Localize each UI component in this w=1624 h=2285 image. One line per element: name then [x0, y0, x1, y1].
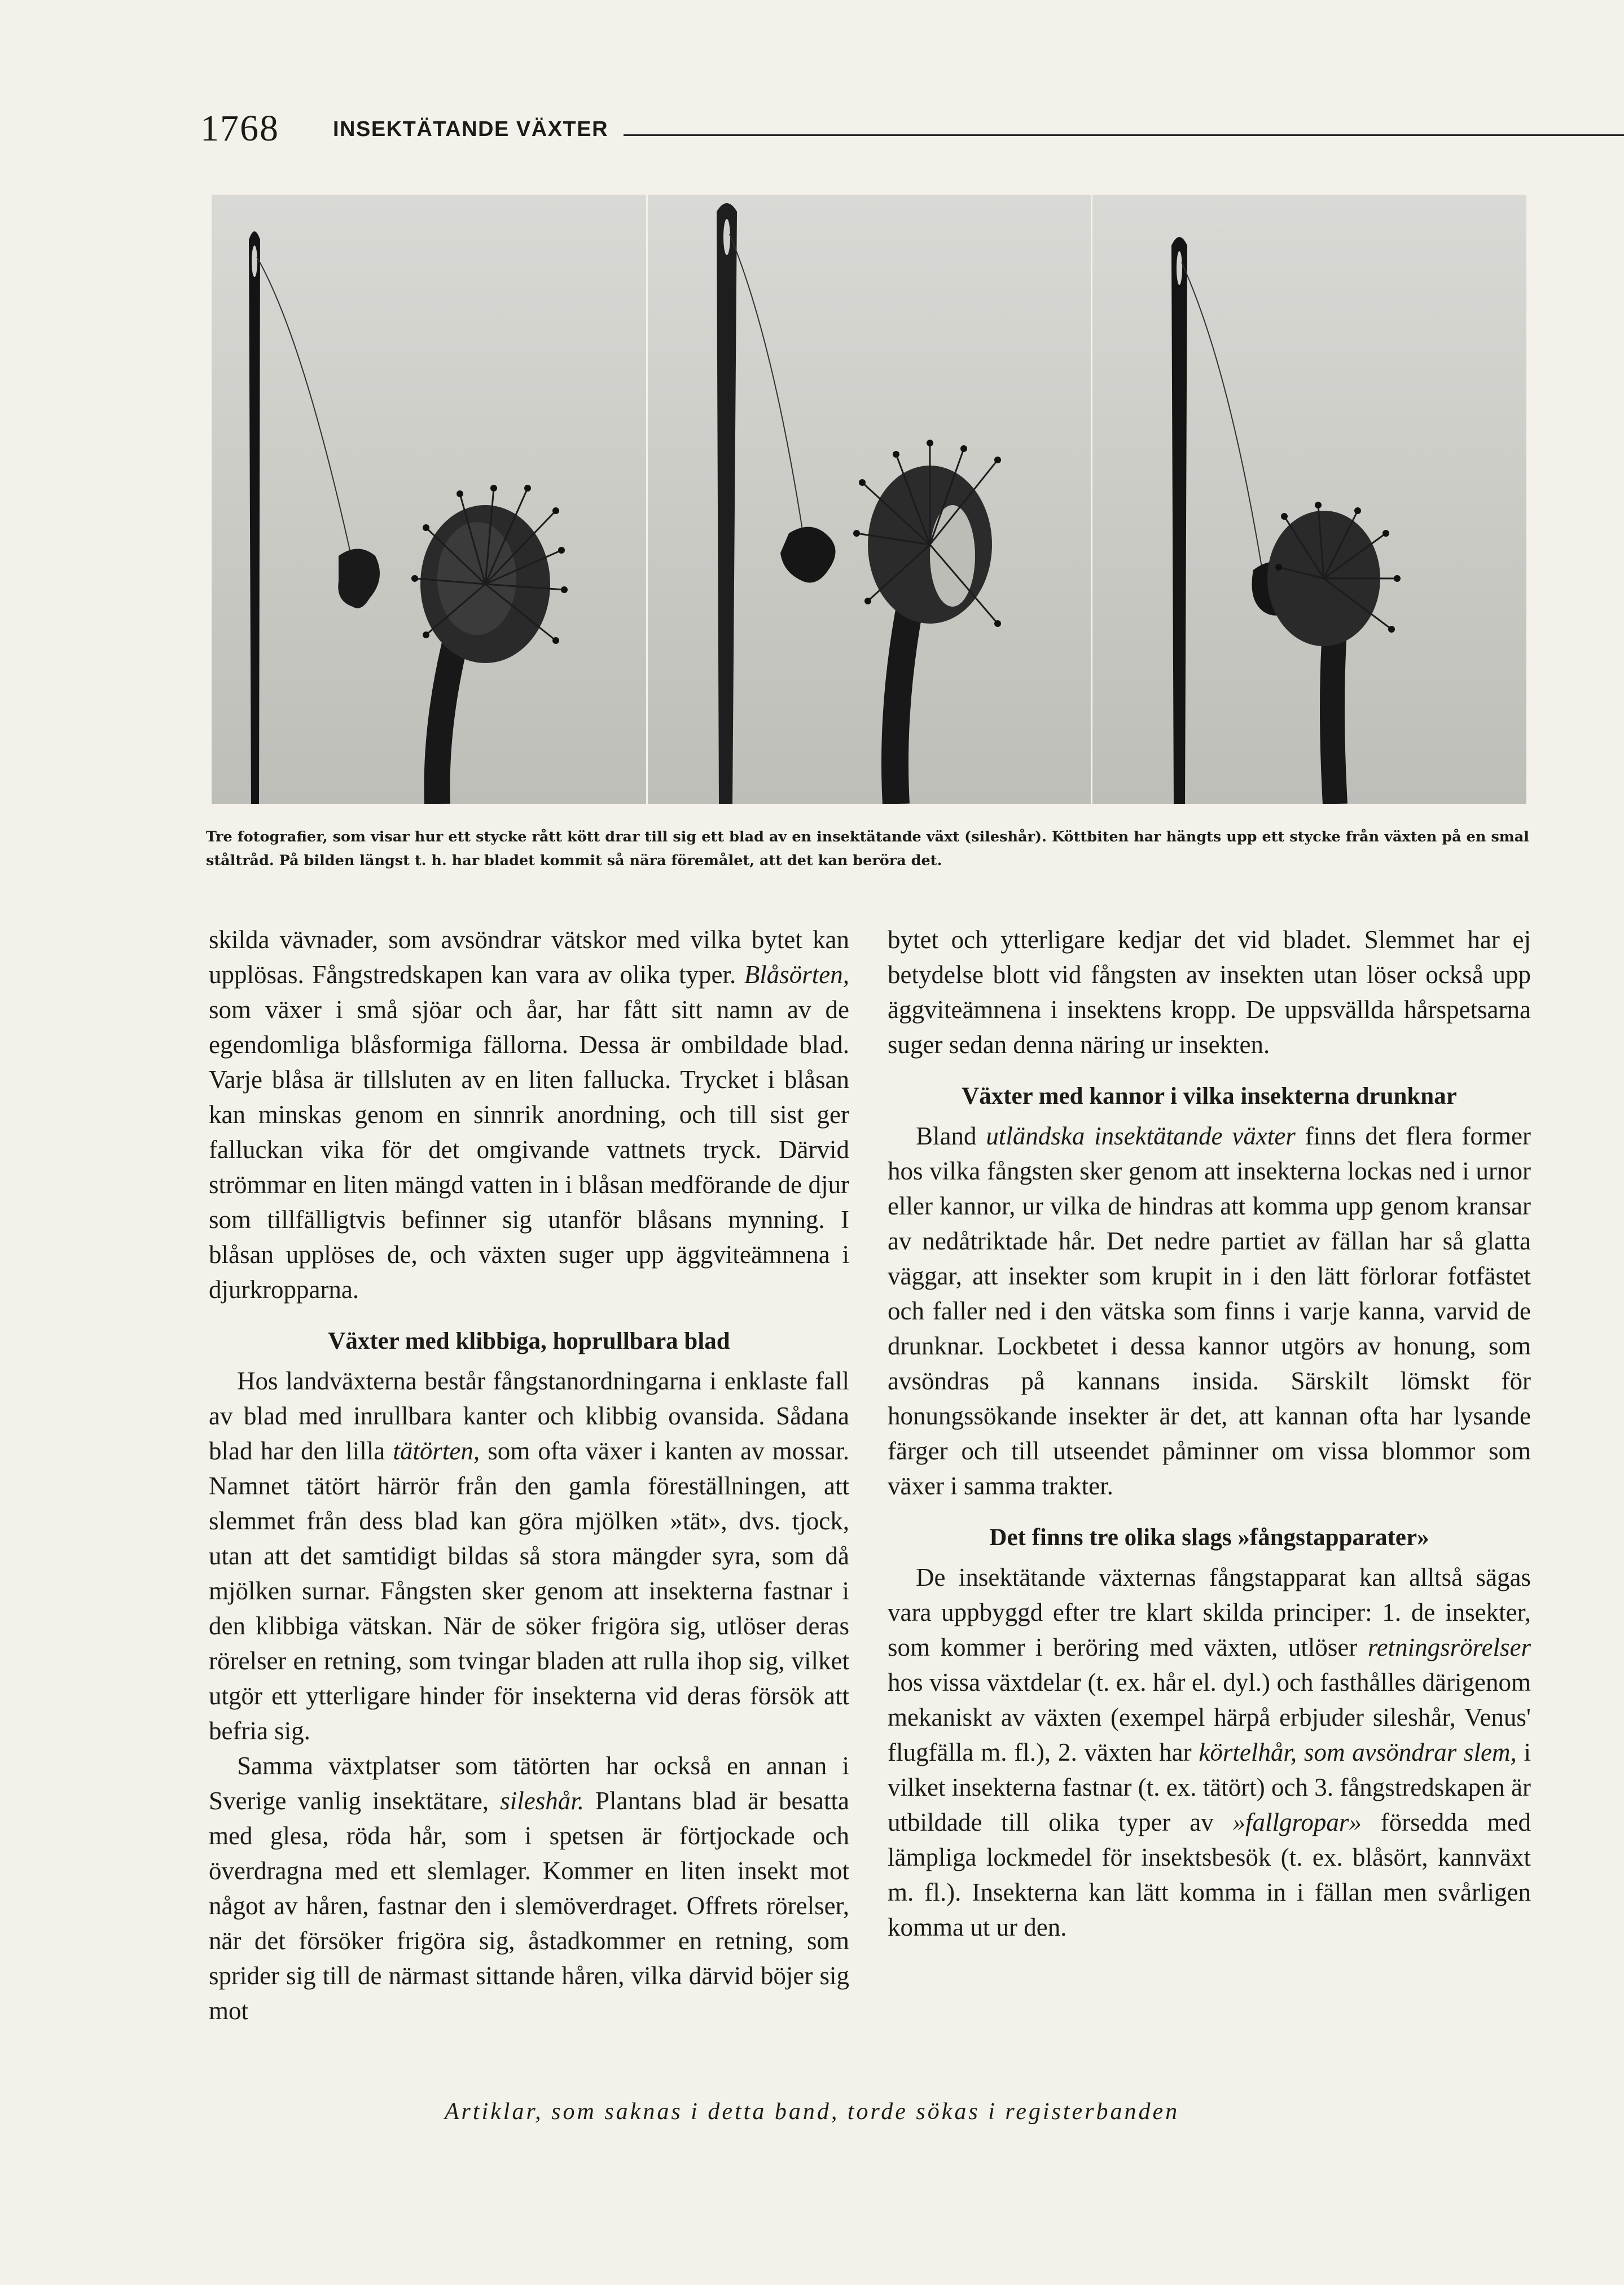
text-run: De insektätande växternas fångstapparat kan alltså sägas vara uppbyggd efter tre klart skilda principer: 1. de insekter, som kommer i beröring med växten, utlöser [888, 1563, 1531, 1661]
text-run: Hos landväxterna består fångstanordningarna i enklaste fall av blad med inrullbara kanter och klibbig ovansida. Sådana blad har den lilla [209, 1367, 849, 1465]
paragraph [888, 1119, 1531, 1503]
italic-term: retningsrörelser [1367, 1633, 1531, 1661]
text-run: som växer i små sjöar och åar, har fått sitt namn av de egendomliga blåsformiga fällorna. Dessa är ombildade blad. Varje blåsa är tillsluten av en liten fallucka. Trycket i blåsan kan minskas genom en sinnrik anordning, och till sist ger falluckan vika för det omgivande vattnets tryck. Därvid strömmar en liten mängd vatten in i blåsan medförande de djur som tillfälligtvis befinner sig utanför blåsans mynning. I blåsan upplöses de, och växten suger upp äggviteämnena i djurkropparna. [209, 995, 849, 1304]
left-column [209, 922, 849, 2028]
header-rule [624, 134, 1624, 136]
text-run: finns det flera former hos vilka fångsten sker genom att insekterna lockas ned i urnor eller kannor, ur vilka de hindras att komma upp genom kransar av nedåtriktade hår. Det nedre partiet av fällan har så glatta väggar, att insekter som krupit in i den lätt förlorar fotfästet och faller ned i den vätska som finns i varje kanna, varvid de drunknar. Lockbetet i dessa kannor utgörs av honung, som avsöndras på kannans insida. Särskilt lömskt för honungssökande insekter är det, att kannan ofta har lysande färger och till utseendet påminner om vissa blommor som växer i samma trakter. [888, 1122, 1531, 1500]
paragraph [209, 1748, 849, 2028]
text-run: i vilket insekterna fastnar (t. ex. tätört) och 3. fångstredskapen är utbildade till olika typer av [888, 1738, 1531, 1836]
text-run: försedda med lämpliga lockmedel för insektsbesök (t. ex. blåsört, kannväxt m. fl.). Insekterna kan lätt komma in i fällan men svårligen komma ut ur den. [888, 1808, 1531, 1941]
section-heading: Växter med klibbiga, hoprullbara blad [328, 1328, 730, 1354]
photo-panel-2 [648, 195, 1091, 804]
italic-term: »fallgropar» [1232, 1808, 1362, 1836]
page-number: 1768 [200, 108, 279, 149]
italic-term: utländska insektätande växter [986, 1122, 1296, 1150]
italic-term: körtelhår, som avsöndrar slem, [1199, 1738, 1517, 1766]
italic-term: Blåsörten, [744, 961, 849, 989]
figure-caption: Tre fotografier, som visar hur ett stycke rått kött drar till sig ett blad av en insektätande växt (sileshår). Köttbiten har hängts upp ett stycke från växten på en smal ståltråd. På bilden längst t. h. har bladet kommit så nära föremålet, att det kan beröra det. [206, 828, 1529, 869]
text-run: Plantans blad är besatta med glesa, röda hår, som i spetsen är förtjockade och överdragna med ett slemlager. Kommer en liten insekt mot något av håren, fastnar den i slemöverdraget. Offrets rörelser, när det försöker frigöra sig, åstadkommer en retning, som sprider sig till de närmast sittande håren, vilka därvid böjer sig mot [209, 1787, 849, 2025]
page-header [200, 107, 1529, 152]
photo-panel-3 [1092, 195, 1526, 804]
section-heading: Det finns tre olika slags »fångstapparater» [989, 1524, 1429, 1551]
text-run: Samma växtplatser som tätörten har också en annan i Sverige vanlig insektätare, [209, 1752, 849, 1815]
section-heading: Växter med kannor i vilka insekterna drunknar [962, 1083, 1457, 1109]
text-run: skilda vävnader, som avsöndrar vätskor med vilka bytet kan upplösas. Fångstredskapen kan vara av olika typer. [209, 926, 849, 989]
text-run: hos vissa växtdelar (t. ex. hår el. dyl.) och fasthålles därigenom mekaniskt av växten (exempel härpå erbjuder sileshår, Venus' flugfälla m. fl.), 2. växten har [888, 1668, 1531, 1766]
italic-term: sileshår. [500, 1787, 584, 1815]
paragraph: bytet och ytterligare kedjar det vid bladet. Slemmet har ej betydelse blott vid fångsten av insekten utan löser också upp äggviteämnena i insektens kropp. De uppsvällda hårspetsarna suger sedan denna näring ur insekten. [888, 926, 1531, 1059]
italic-term: tätörten, [393, 1437, 480, 1465]
text-run: som ofta växer i kanten av mossar. Namnet tätört härrör från den gamla föreställningen, att slemmet från dess blad kan göra mjölken »tät», dvs. tjock, utan att det samtidigt bildas så stora mängder syra, som då mjölken surnar. Fångsten sker genom att insekterna fastnar i den klibbiga vätskan. När de söker frigöra sig, utlöser deras rörelser en retning, som tvingar bladen att rulla ihop sig, vilket utgör ett ytterligare hinder för insekterna vid deras försök att befria sig. [209, 1437, 849, 1745]
photo-panel-1 [212, 195, 646, 804]
right-column [888, 922, 1531, 1945]
paragraph [209, 1363, 849, 1748]
paragraph [209, 922, 849, 1307]
text-run: Bland [916, 1122, 986, 1150]
photo-figure [212, 195, 1526, 804]
footer-note: Artiklar, som saknas i detta band, torde sökas i registerbanden [444, 2099, 1180, 2125]
running-title: INSEKTÄTANDE VÄXTER [333, 117, 609, 141]
paragraph [888, 1560, 1531, 1945]
